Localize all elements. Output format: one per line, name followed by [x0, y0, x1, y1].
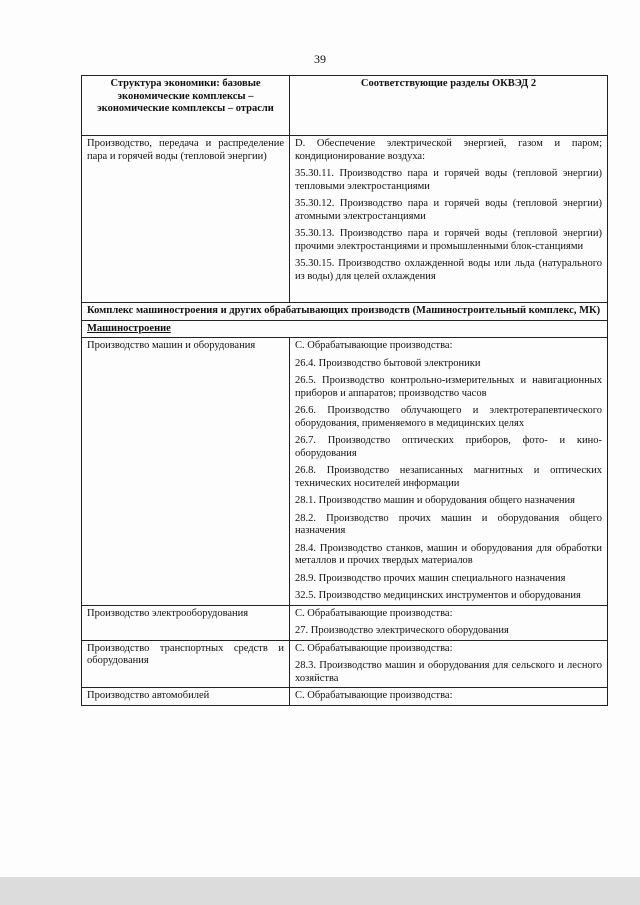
- okved-item: 35.30.11. Производство пара и горячей воды (тепловой энергии) тепловыми электростанциями: [295, 168, 602, 192]
- okved-item: С. Обрабатывающие производства:: [295, 607, 453, 619]
- okved-item: 35.30.12. Производство пара и горячей воды (тепловой энергии) атомными электростанциями: [295, 198, 602, 222]
- header-structure: Структура экономики: базовые экономические комплексы – экономические комплексы – отрасли: [82, 76, 290, 136]
- okved-item: 35.30.13. Производство пара и горячей воды (тепловой энергии) прочими электростанциями и промышленными блок-станциями: [295, 228, 602, 252]
- okved-item: С. Обрабатывающие производства:: [295, 340, 453, 351]
- row-energy-right: [290, 136, 608, 303]
- table-row-auto: [82, 688, 608, 706]
- row-transport-right: [290, 640, 608, 688]
- scan-bottom-band: [0, 877, 640, 905]
- table-row-energy: [82, 136, 608, 303]
- okved-item: 26.5. Производство контрольно-измерительных и навигационных приборов и аппаратов; производство часов: [295, 375, 602, 399]
- okved-item: 32.5. Производство медицинских инструментов и оборудования: [295, 590, 581, 601]
- okved-item: С. Обрабатывающие производства:: [295, 690, 453, 701]
- row-electro-right: [290, 605, 608, 640]
- row-machines-right: [290, 338, 608, 606]
- okved-item: С. Обрабатывающие производства:: [295, 642, 453, 654]
- table-row-electro: [82, 605, 608, 640]
- okved-table: [81, 75, 608, 706]
- section-mk-title: Комплекс машиностроения и других обрабатывающих производств (Машиностроительный комплекс, МК): [82, 303, 608, 321]
- okved-item: 28.2. Производство прочих машин и оборудования общего назначения: [295, 512, 602, 536]
- table-row-transport: [82, 640, 608, 688]
- row-energy-left: Производство, передача и распределение пара и горячей воды (тепловой энергии): [82, 136, 290, 303]
- header-okved: Соответствующие разделы ОКВЭД 2: [290, 76, 608, 136]
- okved-item: 26.8. Производство незаписанных магнитных и оптических технических носителей информации: [295, 465, 602, 489]
- section-row-mk: [82, 303, 608, 321]
- okved-item: 28.3. Производство машин и оборудования для сельского и лесного хозяйства: [295, 660, 602, 684]
- row-electro-left: Производство электрооборудования: [82, 605, 290, 640]
- okved-item: D. Обеспечение электрической энергией, газом и паром; кондиционирование воздуха:: [295, 138, 602, 162]
- okved-item: 28.1. Производство машин и оборудования общего назначения: [295, 495, 575, 506]
- okved-item: 26.4. Производство бытовой электроники: [295, 357, 481, 369]
- table-header-row: [82, 76, 608, 136]
- subsection-title: Машиностроение: [82, 320, 608, 338]
- row-auto-right: [290, 688, 608, 706]
- okved-item: 26.6. Производство облучающего и электротерапевтического оборудования, применяемого в медицинских целях: [295, 405, 602, 429]
- row-machines-left: Производство машин и оборудования: [82, 338, 290, 606]
- okved-item: 28.9. Производство прочих машин специального назначения: [295, 572, 566, 584]
- row-transport-left: Производство транспортных средств и оборудования: [82, 640, 290, 688]
- okved-item: 28.4. Производство станков, машин и оборудования для обработки металлов и прочих твердых материалов: [295, 542, 602, 566]
- okved-item: 27. Производство электрического оборудования: [295, 625, 509, 636]
- table-row-machines: [82, 338, 608, 606]
- subsection-row: [82, 320, 608, 338]
- page-number: 39: [314, 52, 326, 66]
- okved-item: 35.30.15. Производство охлажденной воды или льда (натурального из воды) для целей охлаждения: [295, 258, 602, 282]
- row-auto-left: Производство автомобилей: [82, 688, 290, 706]
- okved-item: 26.7. Производство оптических приборов, фото- и кинооборудования: [295, 435, 602, 459]
